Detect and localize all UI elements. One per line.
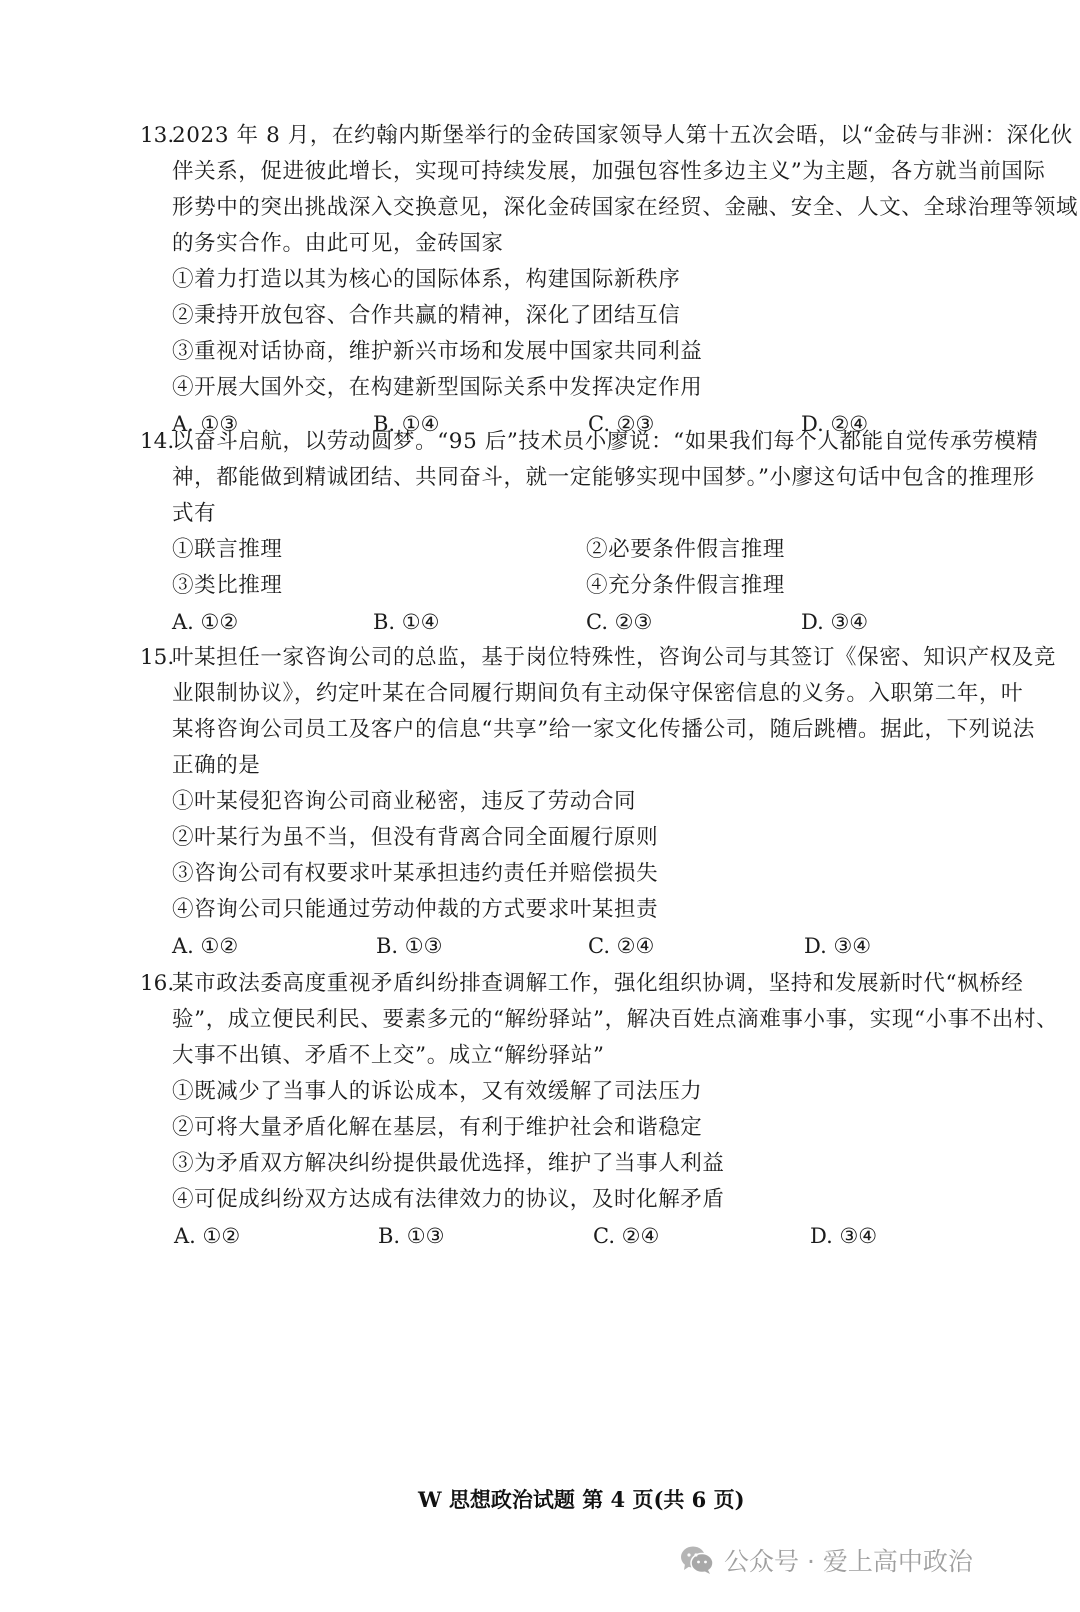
option-statement: ①着力打造以其为核心的国际体系，构建国际新秩序 (172, 267, 681, 292)
question-13 (140, 118, 1079, 442)
question-stem-line: 验”，成立便民利民、要素多元的“解纷驿站”，解决百姓点滴难事小事，实现“小事不出村、 (172, 1007, 1059, 1032)
choice-d[interactable]: D. ③④ (810, 1224, 878, 1248)
question-stem-line: 大事不出镇、矛盾不上交”。成立“解纷驿站” (172, 1043, 605, 1068)
question-number: 16. (140, 971, 175, 996)
answer-choices (140, 604, 1020, 640)
option-statement: ①既减少了当事人的诉讼成本，又有效缓解了司法压力 (172, 1079, 703, 1104)
option-statement: ②叶某行为虽不当，但没有背离合同全面履行原则 (172, 825, 659, 850)
option-row (140, 532, 1020, 568)
choice-a[interactable]: A. ①② (172, 934, 239, 958)
option-statement: ②可将大量矛盾化解在基层，有利于维护社会和谐稳定 (172, 1115, 703, 1140)
wechat-icon (680, 1545, 714, 1575)
question-stem-line: 13.2023 年 8 月，在约翰内斯堡举行的金砖国家领导人第十五次会晤，以“金砖与非洲：深化伙 (140, 118, 1020, 154)
choice-c[interactable]: C. ②③ (588, 412, 655, 436)
choice-c[interactable]: C. ②④ (588, 934, 655, 958)
option-row (140, 568, 1020, 604)
option-statement: ②秉持开放包容、合作共赢的精神，深化了团结互信 (172, 303, 681, 328)
choice-c[interactable]: C. ②③ (586, 610, 653, 634)
watermark-text: 公众号 · 爱上高中政治 (724, 1547, 973, 1576)
option-statement: ①叶某侵犯咨询公司商业秘密，违反了劳动合同 (172, 789, 637, 814)
question-stem-line: 形势中的突出挑战深入交换意见，深化金砖国家在经贸、金融、安全、人文、全球治理等领域 (172, 195, 1079, 220)
question-stem-line: 14.以奋斗启航，以劳动圆梦。“95 后”技术员小廖说：“如果我们每个人都能自觉传承劳模精 (140, 424, 1020, 460)
option-statement: ③类比推理 (172, 573, 283, 598)
option-statement: ①联言推理 (172, 537, 283, 562)
option-statement: ③重视对话协商，维护新兴市场和发展中国家共同利益 (172, 339, 703, 364)
watermark (680, 1542, 973, 1578)
question-stem-line: 正确的是 (172, 753, 261, 778)
question-stem-line: 伴关系，促进彼此增长，实现可持续发展，加强包容性多边主义”为主题，各方就当前国际 (172, 159, 1046, 184)
option-statement: ③为矛盾双方解决纠纷提供最优选择，维护了当事人利益 (172, 1151, 725, 1176)
page-footer: W 思想政治试题 第 4 页(共 6 页) (418, 1487, 745, 1512)
question-15 (140, 640, 1057, 964)
choice-b[interactable]: B. ①④ (373, 610, 440, 634)
question-stem-line: 的务实合作。由此可见，金砖国家 (172, 231, 504, 256)
choice-b[interactable]: B. ①④ (373, 412, 440, 436)
option-statement: ③咨询公司有权要求叶某承担违约责任并赔偿损失 (172, 861, 659, 886)
choice-b[interactable]: B. ①③ (376, 934, 443, 958)
question-number: 14. (140, 429, 175, 454)
answer-choices (140, 1218, 1020, 1254)
option-statement: ④充分条件假言推理 (586, 573, 785, 598)
question-stem-line: 业限制协议》，约定叶某在合同履行期间负有主动保守保密信息的义务。入职第二年，叶 (172, 681, 1024, 706)
option-statement: ④可促成纠纷双方达成有法律效力的协议，及时化解矛盾 (172, 1187, 725, 1212)
choice-a[interactable]: A. ①② (172, 610, 239, 634)
question-stem-line: 16.某市政法委高度重视矛盾纠纷排查调解工作，强化组织协调，坚持和发展新时代“枫桥经 (140, 966, 1020, 1002)
option-statement: ②必要条件假言推理 (586, 537, 785, 562)
option-statement: ④开展大国外交，在构建新型国际关系中发挥决定作用 (172, 375, 703, 400)
question-stem-line: 某将咨询公司员工及客户的信息“共享”给一家文化传播公司，随后跳槽。据此，下列说法 (172, 717, 1035, 742)
question-14 (140, 424, 1039, 640)
choice-a[interactable]: A. ①③ (172, 412, 239, 436)
choice-b[interactable]: B. ①③ (378, 1224, 445, 1248)
choice-d[interactable]: D. ②④ (801, 412, 869, 436)
option-statement: ④咨询公司只能通过劳动仲裁的方式要求叶某担责 (172, 897, 659, 922)
question-stem-line: 神，都能做到精诚团结、共同奋斗，就一定能够实现中国梦。”小廖这句话中包含的推理形 (172, 465, 1035, 490)
question-number: 13. (140, 123, 175, 148)
answer-choices (140, 928, 1020, 964)
question-number: 15. (140, 645, 175, 670)
choice-d[interactable]: D. ③④ (801, 610, 869, 634)
choice-d[interactable]: D. ③④ (804, 934, 872, 958)
question-stem-line: 15.叶某担任一家咨询公司的总监，基于岗位特殊性，咨询公司与其签订《保密、知识产权及竞 (140, 640, 1020, 676)
choice-a[interactable]: A. ①② (174, 1224, 241, 1248)
question-16 (140, 966, 1059, 1254)
question-stem-line: 式有 (172, 501, 217, 526)
choice-c[interactable]: C. ②④ (593, 1224, 660, 1248)
